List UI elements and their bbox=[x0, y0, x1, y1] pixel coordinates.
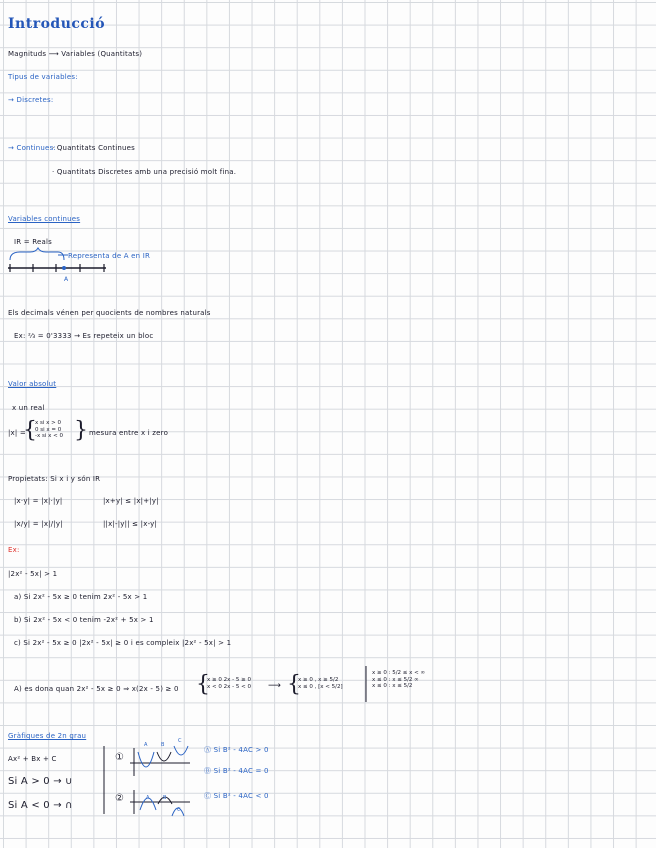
si-a-positiu: Si A > 0 → ∪ bbox=[8, 776, 73, 787]
ex-equation: |2x² - 5x| > 1 bbox=[8, 570, 58, 578]
prop-1: |x·y| = |x|·|y| bbox=[14, 497, 63, 505]
abs-case-3: -x si x < 0 bbox=[35, 433, 63, 439]
sys2-row-1: x ≥ 0 , x ≥ 5/2 bbox=[298, 677, 339, 683]
numberline-mark: A bbox=[64, 276, 69, 283]
curve-label-bottom-a: A bbox=[146, 795, 150, 801]
variables-continues-heading: Variables continues bbox=[8, 215, 81, 223]
sys3-row-2: x ≤ 0 : x ≤ 5/2 ∞ bbox=[372, 676, 419, 683]
continues-item-2: · Quantitats Discretes amb una precisió molt fina. bbox=[52, 168, 237, 176]
decimals-note: Els decimals vénen per quocients de nombres naturals bbox=[8, 309, 211, 317]
prop-3: |x/y| = |x|/|y| bbox=[14, 520, 63, 528]
sys1-row-2: x < 0 2x - 5 < 0 bbox=[207, 683, 251, 690]
sys2-row-2: x ≤ 0 , [x < 5/2] bbox=[298, 683, 343, 690]
abs-left-brace: { bbox=[23, 418, 37, 443]
abs-def-lhs: |x| = bbox=[8, 429, 26, 437]
prop-4: ||x|-|y|| ≤ |x-y| bbox=[103, 520, 158, 528]
prop-2: |x+y| ≤ |x|+|y| bbox=[103, 497, 159, 505]
ex-case-b: b) Si 2x² - 5x < 0 tenim -2x² + 5x > 1 bbox=[14, 616, 154, 624]
ex-case-c: c) Si 2x² - 5x ≥ 0 |2x² - 5x| ≥ 0 i es compleix |2x² - 5x| > 1 bbox=[14, 639, 232, 647]
numberline-annotation: Representa de A en IR bbox=[68, 252, 151, 260]
sys1-row-1: x ≥ 0 2x - 5 ≥ 0 bbox=[207, 677, 251, 683]
magnituds-line: Magnituds ⟶ Variables (Quantitats) bbox=[8, 50, 143, 58]
curve-label-top-a: A bbox=[144, 742, 148, 748]
propietats-line: Propietats: Si x i y són IR bbox=[8, 475, 101, 483]
sys1-brace: { bbox=[196, 672, 210, 697]
periodic-example: Ex: ²⁄₃ = 0'3333 → Es repeteix un bloc bbox=[14, 332, 154, 340]
case-1-number: ① bbox=[115, 752, 125, 763]
implies-arrow: ⟶ bbox=[268, 681, 282, 691]
abs-case-2: 0 si x = 0 bbox=[35, 426, 62, 433]
case-2-number: ② bbox=[115, 793, 125, 804]
ex-case-a: a) Si 2x² - 5x ≥ 0 tenim 2x² - 5x > 1 bbox=[14, 593, 148, 601]
page-title: Introducció bbox=[8, 16, 106, 32]
continues-item-1: · Quantitats Continues bbox=[52, 144, 135, 152]
discriminant-c: Ⓒ Si B² - 4AC < 0 bbox=[204, 792, 269, 800]
sys3-row-1: x ≥ 0 : 5/2 ≤ x < ∞ bbox=[372, 670, 426, 676]
ex-a-solve-prefix: A) es dona quan 2x² - 5x ≥ 0 ⇒ x(2x - 5) ≥ 0 bbox=[14, 685, 179, 693]
sys2-brace: { bbox=[287, 672, 301, 697]
curve-label-top-c: C bbox=[178, 738, 182, 744]
curve-label-top-b: B bbox=[161, 742, 165, 748]
tipus-heading: Tipus de variables: bbox=[8, 73, 78, 81]
continues-label: → Continues: bbox=[8, 144, 56, 152]
si-a-negatiu: Si A < 0 → ∩ bbox=[8, 800, 73, 811]
quadratic-definition: Ax² + Bx + C bbox=[8, 755, 57, 763]
grafiques-heading: Gràfiques de 2n grau bbox=[8, 732, 87, 740]
abs-right-brace: } bbox=[74, 418, 88, 443]
reals-definition: IR = Reals bbox=[14, 238, 52, 246]
valor-absolut-heading: Valor absolut bbox=[8, 380, 57, 388]
curve-label-bottom-b: B bbox=[163, 795, 167, 801]
abs-def-rhs: mesura entre x i zero bbox=[89, 429, 169, 437]
sys3-row-3: x ≤ 0 : x ≤ 5/2 bbox=[372, 683, 413, 689]
discriminant-a: Ⓐ Si B² - 4AC > 0 bbox=[204, 746, 269, 754]
discriminant-b: Ⓑ Si B² - 4AC = 0 bbox=[204, 767, 269, 775]
ex-label: Ex: bbox=[8, 546, 20, 554]
discretes-label: → Discretes: bbox=[8, 96, 54, 104]
curve-label-bottom-c: C bbox=[177, 807, 181, 813]
abs-case-1: x si x > 0 bbox=[35, 420, 62, 426]
x-real-line: x un real bbox=[12, 404, 45, 412]
